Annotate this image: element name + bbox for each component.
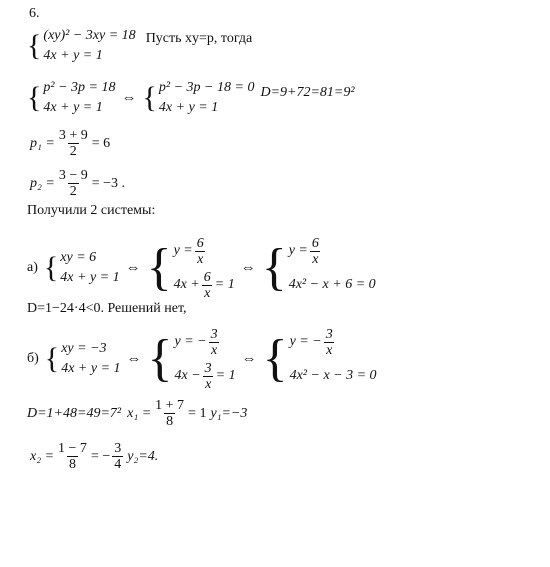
root-lhs: p₂ = xyxy=(30,175,55,191)
rhs: = 1 xyxy=(214,277,235,292)
system-equations xyxy=(43,78,115,118)
numerator: 3 xyxy=(210,326,218,342)
denominator: x xyxy=(312,251,319,267)
problem-number: 6. xyxy=(29,6,40,21)
x1-lhs: x₁ = xyxy=(127,405,152,421)
equation: 4x + y = 1 xyxy=(60,270,120,285)
fraction xyxy=(203,361,214,392)
fraction xyxy=(209,327,220,358)
equation: 4x + y = 1 xyxy=(43,48,103,63)
equation: p² − 3p − 18 = 0 xyxy=(158,80,255,95)
equation: xy = 6 xyxy=(60,250,97,265)
brace-icon: { xyxy=(27,29,42,62)
lhs: y = − xyxy=(174,334,207,349)
fraction xyxy=(202,270,213,301)
y1-value: y₁=−3 xyxy=(210,405,248,421)
equivalence-arrow-icon: ⇔ xyxy=(240,259,256,276)
got-systems-text: Получили 2 системы: xyxy=(27,203,156,218)
case-b xyxy=(27,325,377,393)
equation xyxy=(175,359,236,393)
case-label: а) xyxy=(27,260,38,275)
equation: (xy)² − 3xy = 18 xyxy=(43,28,136,43)
case-a xyxy=(27,234,376,302)
solution-line-1 xyxy=(27,398,247,429)
system-equations xyxy=(290,325,377,393)
case-a-conclusion: D=1−24·4<0. Решений нет, xyxy=(27,301,187,316)
denominator: 2 xyxy=(69,184,77,199)
brace-icon: { xyxy=(43,251,59,284)
brace-icon: { xyxy=(44,342,60,375)
denominator: x xyxy=(197,251,204,267)
root-rhs: = −3 . xyxy=(91,175,126,191)
denominator: x xyxy=(205,376,212,392)
fraction xyxy=(112,441,123,472)
fraction xyxy=(324,327,335,358)
substitution-note: Пусть xy=p, тогда xyxy=(145,31,253,46)
x2-lhs: x₂ = xyxy=(30,448,55,464)
root-p1 xyxy=(30,128,110,159)
fraction xyxy=(153,398,186,429)
x1-rhs: = 1 xyxy=(188,405,207,421)
brace-icon: { xyxy=(147,330,173,387)
brace-icon: { xyxy=(27,81,42,114)
equation: xy = −3 xyxy=(61,341,107,356)
lhs: y = − xyxy=(289,334,322,349)
denominator: 8 xyxy=(166,414,174,429)
rhs: = 1 xyxy=(215,368,236,383)
fraction xyxy=(57,168,90,199)
lhs: y = xyxy=(288,243,308,258)
denominator: x xyxy=(211,342,218,358)
numerator: 1 + 7 xyxy=(155,398,185,413)
fraction xyxy=(195,236,206,267)
root-p2 xyxy=(30,168,125,199)
equation: 4x + y = 1 xyxy=(158,100,219,115)
solution-line-2 xyxy=(30,441,158,472)
case-label: б) xyxy=(27,351,39,366)
fraction xyxy=(310,236,321,267)
numerator: 3 − 9 xyxy=(58,168,88,183)
equivalence-arrow-icon: ⇔ xyxy=(241,350,257,367)
brace-icon: { xyxy=(261,239,287,296)
equation xyxy=(174,268,235,302)
equation xyxy=(174,234,235,268)
system-equations xyxy=(61,339,120,379)
brace-icon: { xyxy=(142,81,157,114)
equation: 4x² − x − 3 = 0 xyxy=(289,368,377,383)
brace-icon: { xyxy=(146,239,172,296)
denominator: x xyxy=(326,342,333,358)
equation xyxy=(290,325,377,359)
numerator: 6 xyxy=(203,269,211,285)
system-equations xyxy=(175,325,236,393)
system-original xyxy=(27,26,252,66)
system-equations xyxy=(159,78,255,118)
system-substituted xyxy=(27,78,355,118)
equation xyxy=(289,234,376,268)
equation: 4x + y = 1 xyxy=(43,100,103,115)
numerator: 3 + 9 xyxy=(58,128,88,143)
discriminant: D=9+72=81=9² xyxy=(260,85,355,100)
lhs: 4x − xyxy=(174,368,201,383)
denominator: x xyxy=(204,285,211,301)
numerator: 6 xyxy=(311,235,319,251)
equivalence-arrow-icon: ⇔ xyxy=(121,89,137,106)
system-equations xyxy=(174,234,235,302)
discriminant: D=1+48=49=7² xyxy=(27,405,122,421)
numerator: 3 xyxy=(114,441,122,456)
system-equations xyxy=(60,248,119,288)
numerator: 6 xyxy=(196,235,204,251)
equivalence-arrow-icon: ⇔ xyxy=(126,350,142,367)
brace-icon: { xyxy=(262,330,288,387)
denominator: 2 xyxy=(69,144,77,159)
equation: p² − 3p = 18 xyxy=(43,80,116,95)
system-equations xyxy=(43,26,135,66)
numerator: 1 − 7 xyxy=(58,441,87,456)
root-lhs: p₁ = xyxy=(30,135,55,151)
lhs: 4x + xyxy=(173,277,200,292)
root-rhs: = 6 xyxy=(91,135,111,151)
x2-mid: = − xyxy=(90,448,111,464)
lhs: y = xyxy=(173,243,193,258)
fraction xyxy=(57,128,90,159)
numerator: 3 xyxy=(204,360,212,376)
equation: 4x² − x + 6 = 0 xyxy=(288,277,376,292)
numerator: 3 xyxy=(325,326,333,342)
system-equations xyxy=(289,234,376,302)
equation xyxy=(175,325,236,359)
fraction xyxy=(56,441,89,472)
equation: 4x + y = 1 xyxy=(61,361,121,376)
denominator: 8 xyxy=(68,457,76,472)
denominator: 4 xyxy=(114,457,122,472)
equivalence-arrow-icon: ⇔ xyxy=(125,259,141,276)
y2-value: y₂=4. xyxy=(127,448,159,464)
